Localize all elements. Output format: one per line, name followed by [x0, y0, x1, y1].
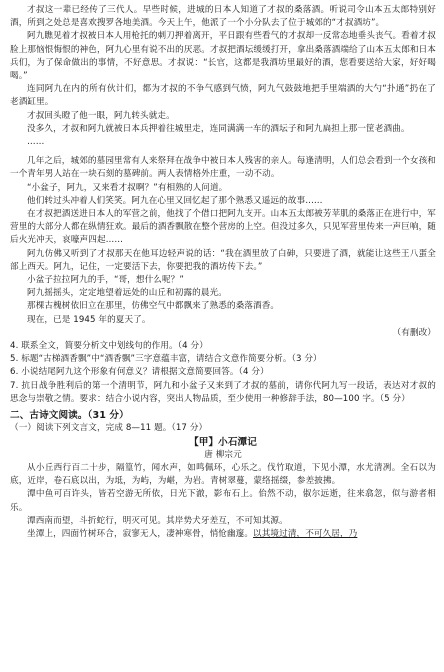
section-title: 二、古诗文阅读。（31 分）: [10, 410, 129, 422]
story-paragraph: 才叔回头瞪了他一眼，阿九转头就走。: [27, 110, 175, 121]
classical-paragraph-last: [10, 528, 436, 541]
subsection-title: （一）阅读下列文言文，完成 8—11 题。（17 分）: [10, 423, 208, 434]
classical-text-title: 【甲】小石潭记: [189, 436, 257, 448]
classical-paragraph: 潭西南而望，斗折蛇行，明灭可见。其岸势犬牙差互，不可知其源。: [27, 515, 288, 526]
story-paragraph: 阿九瞧见着才叔被日本人用枪托的刺刀押着离开，平日跟有些看气的才叔却一反常态地垂头丧气。看着才叔脸上那恼恨悔恨的神色，阿九心里有说不出的厌恶。才叔把酒坛缓缓打开，拿出桑落酒端给了山本五太郎和日本兵们，为了保命做出的事情，不好意思。才叔说：“长官，这都是我酒坊里最好的酒，您看要送给大家，好好喝喝。”: [10, 31, 436, 82]
story-part-2: [10, 155, 436, 340]
story-paragraph: 那棵古槐树依旧立在那里，仿佛空气中都飘来了熟悉的桑落酒香。: [27, 301, 280, 312]
story-paragraph: 现在，已是 1945 年的夏天了。: [27, 314, 151, 325]
story-paragraph: 小盆子拉拉阿九的手，“哥，想什么呢？”: [27, 275, 184, 286]
plain-text: 坐潭上，四面竹树环合，寂寥无人，凄神寒骨，悄怆幽邃。: [27, 528, 254, 539]
story-paragraph: 连同阿九在内的所有伙计们，都为才叔的不争气感到气愤，阿九气鼓鼓地把手里端酒的大勺“扑通”扔在了老酒缸里。: [10, 84, 436, 108]
classical-text-author: 唐 柳宗元: [204, 449, 242, 460]
story-part-1: [10, 4, 436, 149]
classical-text: [10, 462, 436, 541]
underlined-sentence: 以其境过清，不可久居，乃: [253, 528, 358, 539]
classical-paragraph: 从小丘西行百二十步，隔篁竹，闻水声，如鸣佩环，心乐之。伐竹取道，下见小潭，水尤清冽。全石以为底，近岸，卷石底以出，为坻，为屿，为嵁，为岩。青树翠蔓，蒙络摇缀，参差披拂。: [10, 462, 436, 487]
story-paragraph: 阿九摇摇头，定定地望着远处的山丘和初露的晨光。: [27, 288, 227, 299]
question-item: 7. 抗日战争胜利后的第一个清明节，阿九和小盆子又来到了才叔的墓前，请你代阿九写一段话，表达对才叔的思念与崇敬之情。要求：结合小说内容，突出人物品质，至少使用一种修辞手法，80—100 字。（5 分）: [10, 380, 436, 404]
story-paragraph: 他们转过头冲着人们笑笑。阿九在心里又回忆起了那个熟悉又遥远的故事……: [27, 195, 323, 206]
question-list: [10, 340, 436, 406]
story-paragraph: 在才叔把酒送进日本人的军营之前，他找了个借口把阿九支开。山本五太郎被芳苹肌的桑落正在进行中，军营里的大部分人都在纵情狂欢。最后的酒香飘散在整个营房的上空。但没过多久，只见军营里传来一声巨响，随后火光冲天，哀嚎声四起……: [10, 209, 436, 246]
story-paragraph: 才叔这一辈已经传了三代人。早些时候，进城的日本人知道了才叔的桑落酒。听说司令山本五太郎特别好酒，所到之处总是喜欢搜罗各地美酒。今天上午，他派了一个小分队去了位于城郊的“才叔酒坊”。: [10, 5, 436, 29]
question-item: 4. 联系全文，简要分析文中划线句的作用。（4 分）: [10, 341, 208, 352]
question-item: 6. 小说结尾阿九这个形象有何意义？请根据文意简要回答。（4 分）: [10, 367, 269, 378]
source-note: （有删改）: [392, 327, 436, 338]
story-paragraph: “小盆子，阿九，又来看才叔啊？”有相熟的人问道。: [27, 182, 228, 193]
story-paragraph: 阿九仿佛又听到了才叔那天在他耳边轻声说的话：“我在酒里放了白砷，只要进了酒，就能让这些王八蛋全部上西天。阿九，记住，一定要活下去，你要把我的酒坊传下去。”: [10, 248, 436, 272]
story-paragraph: 没多久，才叔和阿九就被日本兵押着往城里走，连同满满一车的酒坛子和阿九扁担上那一筐老酒曲。: [27, 123, 410, 134]
question-item: 5. 标题“古梯酒香飘”中“酒香飘”三字意蕴丰富，请结合文意作简要分析。（3 分）: [10, 354, 322, 365]
classical-paragraph: 潭中鱼可百许头，皆若空游无所依，日光下澈，影布石上。佁然不动，俶尔远逝，往来翕忽，似与游者相乐。: [10, 489, 436, 513]
story-paragraph: 几年之后，城郊的墓园里常有人来祭拜在战争中被日本人残害的亲人。每逢清明，人们总会看到一个女孩和一个青年男人站在一块石刻的墓碑前。两人表情格外庄重，一动不动。: [10, 156, 436, 180]
ellipsis-separator: ……: [27, 137, 45, 148]
